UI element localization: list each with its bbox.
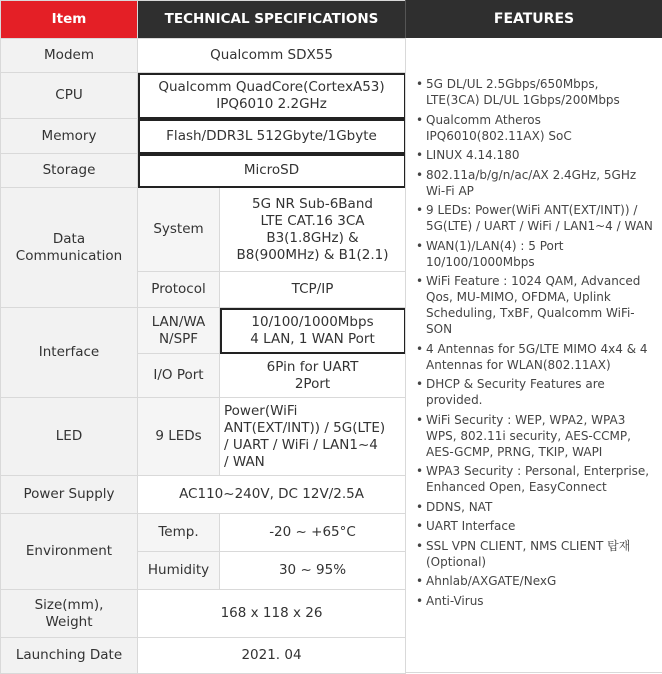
data-communication-label-line-2: Communication <box>15 247 123 264</box>
launching-date-label: Launching Date <box>1 638 138 674</box>
power-supply-value: AC110~240V, DC 12V/2.5A <box>138 476 406 514</box>
modem-label: Modem <box>1 39 138 73</box>
data-communication-label <box>1 188 138 308</box>
storage-row <box>1 154 406 188</box>
system-value-line-2: LTE CAT.16 3CA <box>260 212 365 229</box>
size-weight-label <box>1 590 138 638</box>
led-value-line-3: / UART / WiFi / LAN1~4 <box>224 436 378 453</box>
size-weight-row <box>1 590 406 638</box>
technical-specifications-header: TECHNICAL SPECIFICATIONS <box>138 1 406 39</box>
feature-item: • 5G DL/UL 2.5Gbps/650Mbps, LTE(3CA) DL/UL 1Gbps/200Mbps <box>416 76 654 108</box>
storage-value: MicroSD <box>138 154 406 188</box>
memory-row <box>1 119 406 154</box>
system-value-line-4: B8(900MHz) & B1(2.1) <box>236 246 389 263</box>
interface-lan-wan-row <box>1 308 406 354</box>
io-port-value-line-2: 2Port <box>294 375 331 392</box>
io-port-value <box>220 354 406 398</box>
led-row <box>1 398 406 476</box>
environment-label: Environment <box>1 514 138 590</box>
memory-value: Flash/DDR3L 512Gbyte/1Gbyte <box>138 119 406 154</box>
feature-item: • DDNS, NAT <box>416 499 654 515</box>
led-value-line-1: Power(WiFi <box>224 402 298 419</box>
system-value-line-1: 5G NR Sub-6Band <box>252 195 373 212</box>
cpu-value-line-2: IPQ6010 2.2GHz <box>216 95 327 112</box>
feature-item: • UART Interface <box>416 518 654 534</box>
feature-item: • SSL VPN CLIENT, NMS CLIENT 탑재(Optional) <box>416 538 654 570</box>
modem-row <box>1 39 406 73</box>
size-weight-value: 168 x 118 x 26 <box>138 590 406 638</box>
feature-item: • Qualcomm Atheros IPQ6010(802.11AX) SoC <box>416 112 654 144</box>
spec-header-row <box>1 1 406 39</box>
lan-wan-value <box>220 308 406 354</box>
system-value-line-3: B3(1.8GHz) & <box>266 229 359 246</box>
io-port-value-line-1: 6Pin for UART <box>266 358 359 375</box>
humidity-value: 30 ~ 95% <box>220 552 406 590</box>
lan-wan-value-line-2: 4 LAN, 1 WAN Port <box>250 330 375 347</box>
io-port-label: I/O Port <box>138 354 220 398</box>
feature-item: • WPA3 Security : Personal, Enterprise, Enhanced Open, EasyConnect <box>416 463 654 495</box>
feature-item: • LINUX 4.14.180 <box>416 147 654 163</box>
feature-item: • 802.11a/b/g/n/ac/AX 2.4GHz, 5GHz Wi-Fi AP <box>416 167 654 199</box>
cpu-label: CPU <box>1 73 138 119</box>
feature-item: • WAN(1)/LAN(4) : 5 Port 10/100/1000Mbps <box>416 238 654 270</box>
features-panel <box>405 0 662 673</box>
modem-value: Qualcomm SDX55 <box>138 39 406 73</box>
feature-item: • WiFi Security : WEP, WPA2, WPA3 WPS, 802.11i security, AES-CCMP, AES-GCMP, PRNG, TKIP, WAPI <box>416 412 654 460</box>
cpu-value-line-1: Qualcomm QuadCore(CortexA53) <box>158 78 385 95</box>
led-count-label: 9 LEDs <box>138 398 220 476</box>
system-label: System <box>138 188 220 272</box>
feature-item: • 9 LEDs: Power(WiFi ANT(EXT/INT)) / 5G(LTE) / UART / WiFi / LAN1~4 / WAN <box>416 202 654 234</box>
environment-temp-row <box>1 514 406 552</box>
data-communication-system-row <box>1 188 406 272</box>
data-communication-label-line-1: Data <box>52 230 86 247</box>
feature-item: • WiFi Feature : 1024 QAM, Advanced Qos, MU-MIMO, OFDMA, Uplink Scheduling, TxBF, Qualcomm WiFi-SON <box>416 273 654 337</box>
launching-date-value: 2021. 04 <box>138 638 406 674</box>
features-list <box>416 76 654 609</box>
led-label: LED <box>1 398 138 476</box>
features-body <box>405 38 662 673</box>
feature-item: • DHCP & Security Features are provided. <box>416 376 654 408</box>
temp-label: Temp. <box>138 514 220 552</box>
led-value-line-2: ANT(EXT/INT)) / 5G(LTE) <box>224 419 386 436</box>
memory-label: Memory <box>1 119 138 154</box>
lan-wan-value-line-1: 10/100/1000Mbps <box>251 313 374 330</box>
protocol-label: Protocol <box>138 272 220 308</box>
temp-value: -20 ~ +65°C <box>220 514 406 552</box>
item-header: Item <box>1 1 138 39</box>
led-value <box>220 398 406 476</box>
feature-item: • Anti-Virus <box>416 593 654 609</box>
storage-label: Storage <box>1 154 138 188</box>
feature-item: • Ahnlab/AXGATE/NexG <box>416 573 654 589</box>
lan-wan-label <box>138 308 220 354</box>
cpu-row <box>1 73 406 119</box>
launching-date-row <box>1 638 406 674</box>
led-value-line-4: / WAN <box>224 453 265 470</box>
feature-item: • 4 Antennas for 5G/LTE MIMO 4x4 & 4 Antennas for WLAN(802.11AX) <box>416 341 654 373</box>
power-supply-label: Power Supply <box>1 476 138 514</box>
power-supply-row <box>1 476 406 514</box>
cpu-value <box>138 73 406 119</box>
interface-label: Interface <box>1 308 138 398</box>
system-value <box>220 188 406 272</box>
size-weight-label-line-1: Size(mm), <box>34 596 104 613</box>
features-header: FEATURES <box>405 0 662 38</box>
lan-wan-label-line-2: N/SPF <box>158 330 199 347</box>
protocol-value: TCP/IP <box>220 272 406 308</box>
lan-wan-label-line-1: LAN/WA <box>151 313 206 330</box>
humidity-label: Humidity <box>138 552 220 590</box>
size-weight-label-line-2: Weight <box>45 613 93 630</box>
